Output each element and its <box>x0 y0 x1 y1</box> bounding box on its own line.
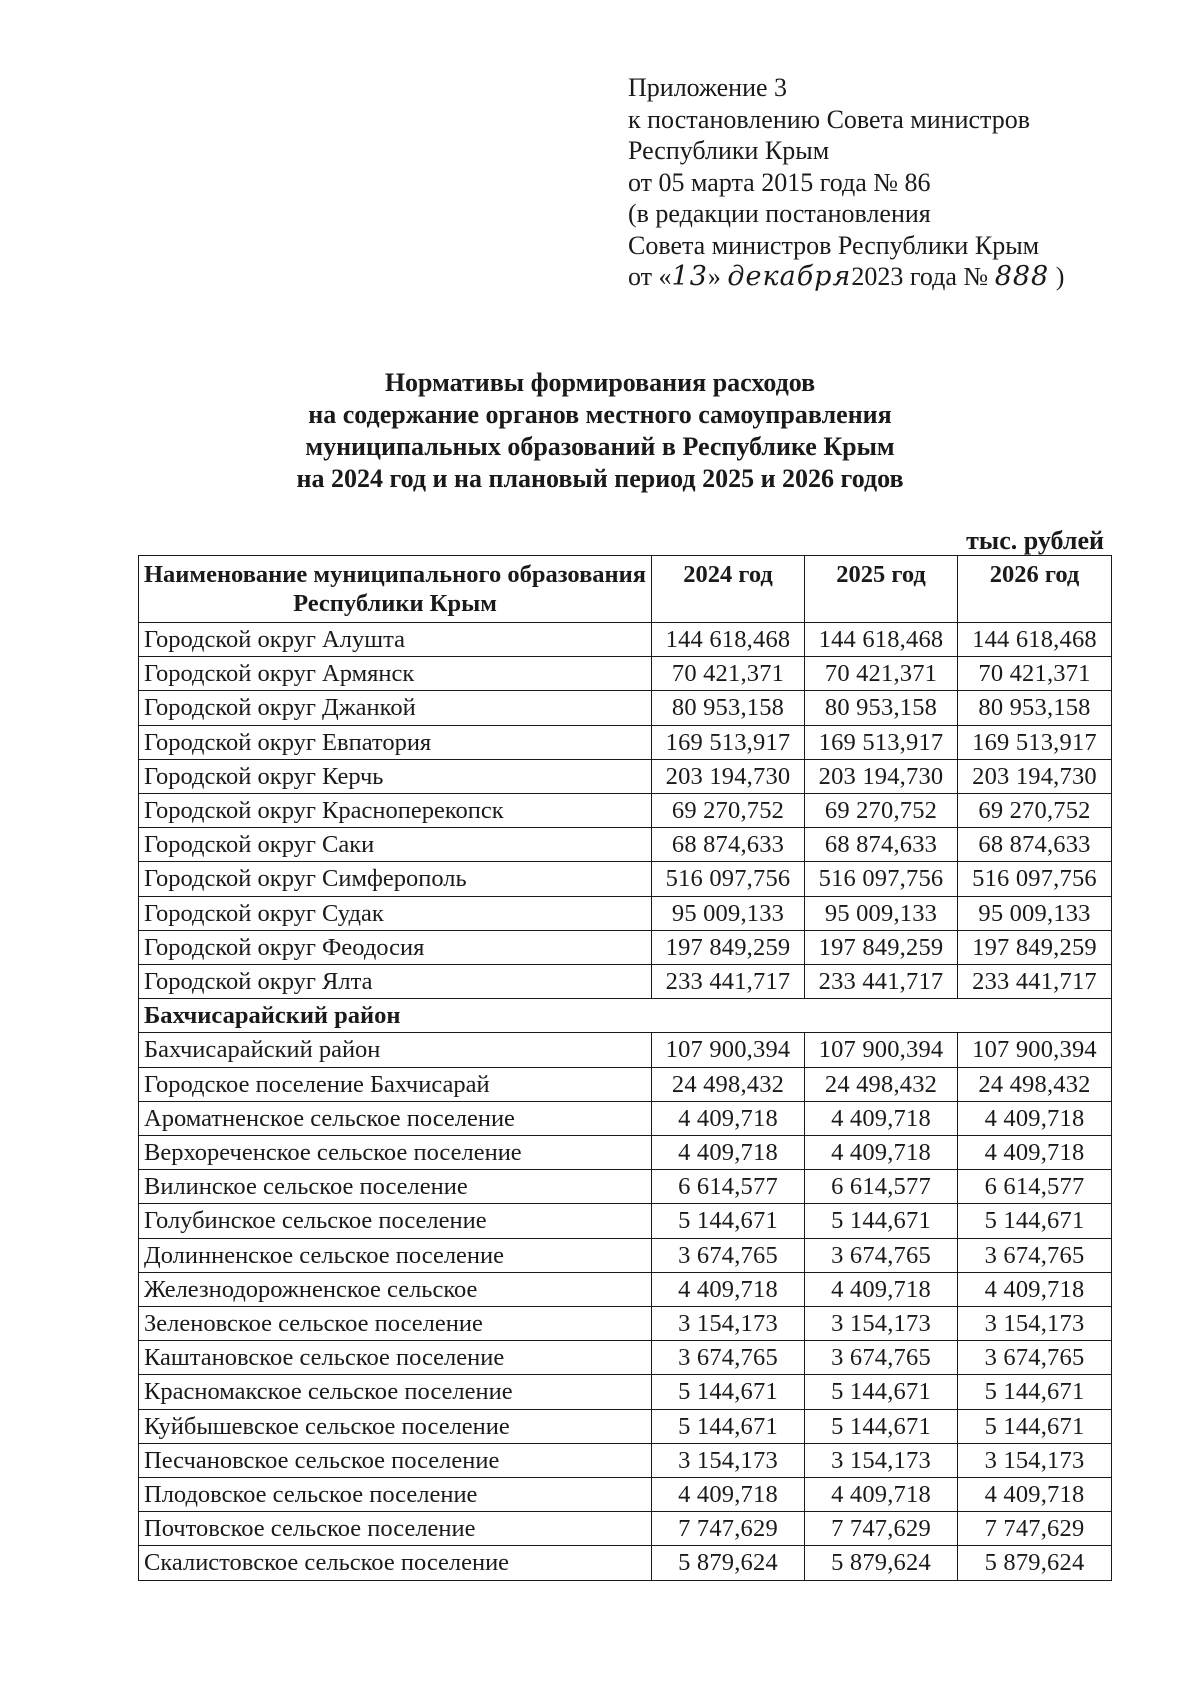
table-row <box>139 1101 1112 1135</box>
row-value-2026: 24 498,432 <box>958 1067 1112 1101</box>
row-name: Городской округ Феодосия <box>139 930 652 964</box>
row-value-2024: 3 674,765 <box>652 1238 805 1272</box>
row-value-2025: 203 194,730 <box>805 759 958 793</box>
table-row <box>139 1136 1112 1170</box>
row-value-2024: 68 874,633 <box>652 828 805 862</box>
row-value-2025: 3 674,765 <box>805 1238 958 1272</box>
row-name: Бахчисарайский район <box>139 1033 652 1067</box>
row-name: Голубинское сельское поселение <box>139 1204 652 1238</box>
handwritten-day: 13 <box>671 261 708 292</box>
row-name: Верхореченское сельское поселение <box>139 1136 652 1170</box>
row-value-2026: 70 421,371 <box>958 657 1112 691</box>
row-value-2025: 107 900,394 <box>805 1033 958 1067</box>
table-row <box>139 896 1112 930</box>
row-value-2026: 169 513,917 <box>958 725 1112 759</box>
table-row <box>139 1546 1112 1580</box>
row-value-2025: 5 879,624 <box>805 1546 958 1580</box>
row-value-2025: 80 953,158 <box>805 691 958 725</box>
row-value-2026: 69 270,752 <box>958 794 1112 828</box>
row-value-2024: 5 144,671 <box>652 1375 805 1409</box>
row-value-2025: 95 009,133 <box>805 896 958 930</box>
table-header-row <box>139 556 1112 623</box>
row-value-2025: 70 421,371 <box>805 657 958 691</box>
table-row <box>139 1272 1112 1306</box>
row-value-2025: 5 144,671 <box>805 1375 958 1409</box>
row-name: Городской округ Ялта <box>139 965 652 999</box>
row-value-2024: 24 498,432 <box>652 1067 805 1101</box>
appendix-edition: (в редакции постановления <box>628 199 931 228</box>
row-value-2025: 4 409,718 <box>805 1101 958 1135</box>
row-name: Вилинское сельское поселение <box>139 1170 652 1204</box>
row-value-2026: 6 614,577 <box>958 1170 1112 1204</box>
row-name: Плодовское сельское поселение <box>139 1478 652 1512</box>
table-body <box>139 623 1112 1581</box>
table-row <box>139 1478 1112 1512</box>
appendix-date: от 05 марта 2015 года № 86 <box>628 167 931 197</box>
row-value-2024: 233 441,717 <box>652 965 805 999</box>
row-value-2025: 5 144,671 <box>805 1409 958 1443</box>
row-value-2026: 5 879,624 <box>958 1546 1112 1580</box>
row-value-2024: 4 409,718 <box>652 1101 805 1135</box>
row-name: Куйбышевское сельское поселение <box>139 1409 652 1443</box>
row-value-2024: 197 849,259 <box>652 930 805 964</box>
table-row <box>139 828 1112 862</box>
row-value-2024: 203 194,730 <box>652 759 805 793</box>
header-name: Наименование муниципального образования Республики Крым <box>139 556 652 623</box>
appendix-republic: Республики Крым <box>628 136 830 165</box>
appendix-resolution: к постановлению Совета министров <box>628 104 1030 134</box>
document-title <box>140 367 1060 495</box>
table-row <box>139 1238 1112 1272</box>
row-value-2026: 3 674,765 <box>958 1341 1112 1375</box>
row-value-2025: 197 849,259 <box>805 930 958 964</box>
row-value-2024: 3 154,173 <box>652 1443 805 1477</box>
table-row <box>139 930 1112 964</box>
row-name: Почтовское сельское поселение <box>139 1512 652 1546</box>
row-value-2026: 203 194,730 <box>958 759 1112 793</box>
row-name: Железнодорожненское сельское <box>139 1272 652 1306</box>
row-value-2026: 5 144,671 <box>958 1409 1112 1443</box>
row-value-2026: 95 009,133 <box>958 896 1112 930</box>
row-value-2025: 169 513,917 <box>805 725 958 759</box>
row-value-2024: 516 097,756 <box>652 862 805 896</box>
header-2026: 2026 год <box>958 556 1112 623</box>
title-line-3: муниципальных образований в Республике Крым <box>305 432 895 461</box>
row-value-2024: 69 270,752 <box>652 794 805 828</box>
amendment-suffix: ) <box>1049 262 1065 291</box>
row-value-2025: 233 441,717 <box>805 965 958 999</box>
header-2025: 2025 год <box>805 556 958 623</box>
row-value-2024: 169 513,917 <box>652 725 805 759</box>
row-name: Городской округ Евпатория <box>139 725 652 759</box>
row-value-2026: 4 409,718 <box>958 1478 1112 1512</box>
row-name: Городской округ Алушта <box>139 623 652 657</box>
row-value-2025: 7 747,629 <box>805 1512 958 1546</box>
row-name: Городской округ Судак <box>139 896 652 930</box>
title-line-2: на содержание органов местного самоуправления <box>308 400 892 429</box>
table-row <box>139 1512 1112 1546</box>
table-row <box>139 1409 1112 1443</box>
row-value-2025: 4 409,718 <box>805 1136 958 1170</box>
table-row <box>139 862 1112 896</box>
row-name: Каштановское сельское поселение <box>139 1341 652 1375</box>
row-value-2026: 4 409,718 <box>958 1136 1112 1170</box>
table-row <box>139 1375 1112 1409</box>
row-value-2025: 144 618,468 <box>805 623 958 657</box>
row-value-2024: 5 879,624 <box>652 1546 805 1580</box>
row-value-2026: 5 144,671 <box>958 1204 1112 1238</box>
row-value-2025: 24 498,432 <box>805 1067 958 1101</box>
row-value-2026: 80 953,158 <box>958 691 1112 725</box>
row-name: Городской округ Симферополь <box>139 862 652 896</box>
amendment-year: 2023 года № <box>851 262 995 291</box>
row-value-2026: 516 097,756 <box>958 862 1112 896</box>
row-value-2025: 3 154,173 <box>805 1443 958 1477</box>
row-value-2026: 197 849,259 <box>958 930 1112 964</box>
row-value-2026: 4 409,718 <box>958 1101 1112 1135</box>
table-row <box>139 1170 1112 1204</box>
units-label: тыс. рублей <box>966 526 1104 555</box>
table-row <box>139 623 1112 657</box>
row-value-2024: 4 409,718 <box>652 1478 805 1512</box>
row-value-2024: 3 154,173 <box>652 1307 805 1341</box>
row-value-2025: 516 097,756 <box>805 862 958 896</box>
table-row <box>139 725 1112 759</box>
row-value-2026: 68 874,633 <box>958 828 1112 862</box>
row-name: Красномакское сельское поселение <box>139 1375 652 1409</box>
row-value-2024: 107 900,394 <box>652 1033 805 1067</box>
appendix-title: Приложение 3 <box>628 73 788 102</box>
section-row <box>139 999 1112 1033</box>
row-name: Песчановское сельское поселение <box>139 1443 652 1477</box>
row-value-2025: 3 674,765 <box>805 1341 958 1375</box>
handwritten-month: декабря <box>727 261 852 292</box>
row-value-2026: 3 154,173 <box>958 1307 1112 1341</box>
row-value-2025: 3 154,173 <box>805 1307 958 1341</box>
table-row <box>139 1443 1112 1477</box>
table-row <box>139 691 1112 725</box>
row-value-2025: 5 144,671 <box>805 1204 958 1238</box>
row-value-2024: 6 614,577 <box>652 1170 805 1204</box>
row-value-2024: 3 674,765 <box>652 1341 805 1375</box>
row-value-2026: 3 154,173 <box>958 1443 1112 1477</box>
row-value-2025: 4 409,718 <box>805 1478 958 1512</box>
row-name: Городской округ Саки <box>139 828 652 862</box>
row-value-2026: 7 747,629 <box>958 1512 1112 1546</box>
row-value-2026: 3 674,765 <box>958 1238 1112 1272</box>
title-line-4: на 2024 год и на плановый период 2025 и 2026 годов <box>296 464 904 493</box>
row-value-2024: 80 953,158 <box>652 691 805 725</box>
row-name: Городской округ Керчь <box>139 759 652 793</box>
norms-table <box>138 555 1112 1581</box>
row-value-2026: 4 409,718 <box>958 1272 1112 1306</box>
table-row <box>139 1204 1112 1238</box>
handwritten-number: 888 <box>994 261 1050 292</box>
row-value-2024: 5 144,671 <box>652 1204 805 1238</box>
appendix-block <box>628 72 1148 293</box>
table-row <box>139 1341 1112 1375</box>
table-row <box>139 1033 1112 1067</box>
row-value-2024: 7 747,629 <box>652 1512 805 1546</box>
header-2024: 2024 год <box>652 556 805 623</box>
amendment-prefix: от « <box>628 262 672 291</box>
row-value-2025: 68 874,633 <box>805 828 958 862</box>
row-value-2026: 107 900,394 <box>958 1033 1112 1067</box>
title-line-1: Нормативы формирования расходов <box>384 368 816 397</box>
table-row <box>139 1307 1112 1341</box>
table-row <box>139 1067 1112 1101</box>
row-value-2025: 4 409,718 <box>805 1272 958 1306</box>
table-row <box>139 759 1112 793</box>
row-value-2026: 144 618,468 <box>958 623 1112 657</box>
appendix-council: Совета министров Республики Крым <box>628 230 1040 260</box>
row-value-2024: 4 409,718 <box>652 1136 805 1170</box>
appendix-amendment-date <box>628 261 1148 293</box>
row-value-2024: 95 009,133 <box>652 896 805 930</box>
row-value-2025: 6 614,577 <box>805 1170 958 1204</box>
row-name: Городской округ Красноперекопск <box>139 794 652 828</box>
row-value-2024: 4 409,718 <box>652 1272 805 1306</box>
row-value-2024: 70 421,371 <box>652 657 805 691</box>
row-name: Скалистовское сельское поселение <box>139 1546 652 1580</box>
table-row <box>139 657 1112 691</box>
amendment-quote: » <box>707 262 728 291</box>
row-name: Зеленовское сельское поселение <box>139 1307 652 1341</box>
row-value-2025: 69 270,752 <box>805 794 958 828</box>
table-row <box>139 965 1112 999</box>
row-name: Городской округ Армянск <box>139 657 652 691</box>
section-title: Бахчисарайский район <box>139 999 1112 1033</box>
row-value-2026: 233 441,717 <box>958 965 1112 999</box>
row-value-2024: 5 144,671 <box>652 1409 805 1443</box>
row-value-2024: 144 618,468 <box>652 623 805 657</box>
row-name: Ароматненское сельское поселение <box>139 1101 652 1135</box>
row-name: Долинненское сельское поселение <box>139 1238 652 1272</box>
row-name: Городское поселение Бахчисарай <box>139 1067 652 1101</box>
table-row <box>139 794 1112 828</box>
row-name: Городской округ Джанкой <box>139 691 652 725</box>
row-value-2026: 5 144,671 <box>958 1375 1112 1409</box>
